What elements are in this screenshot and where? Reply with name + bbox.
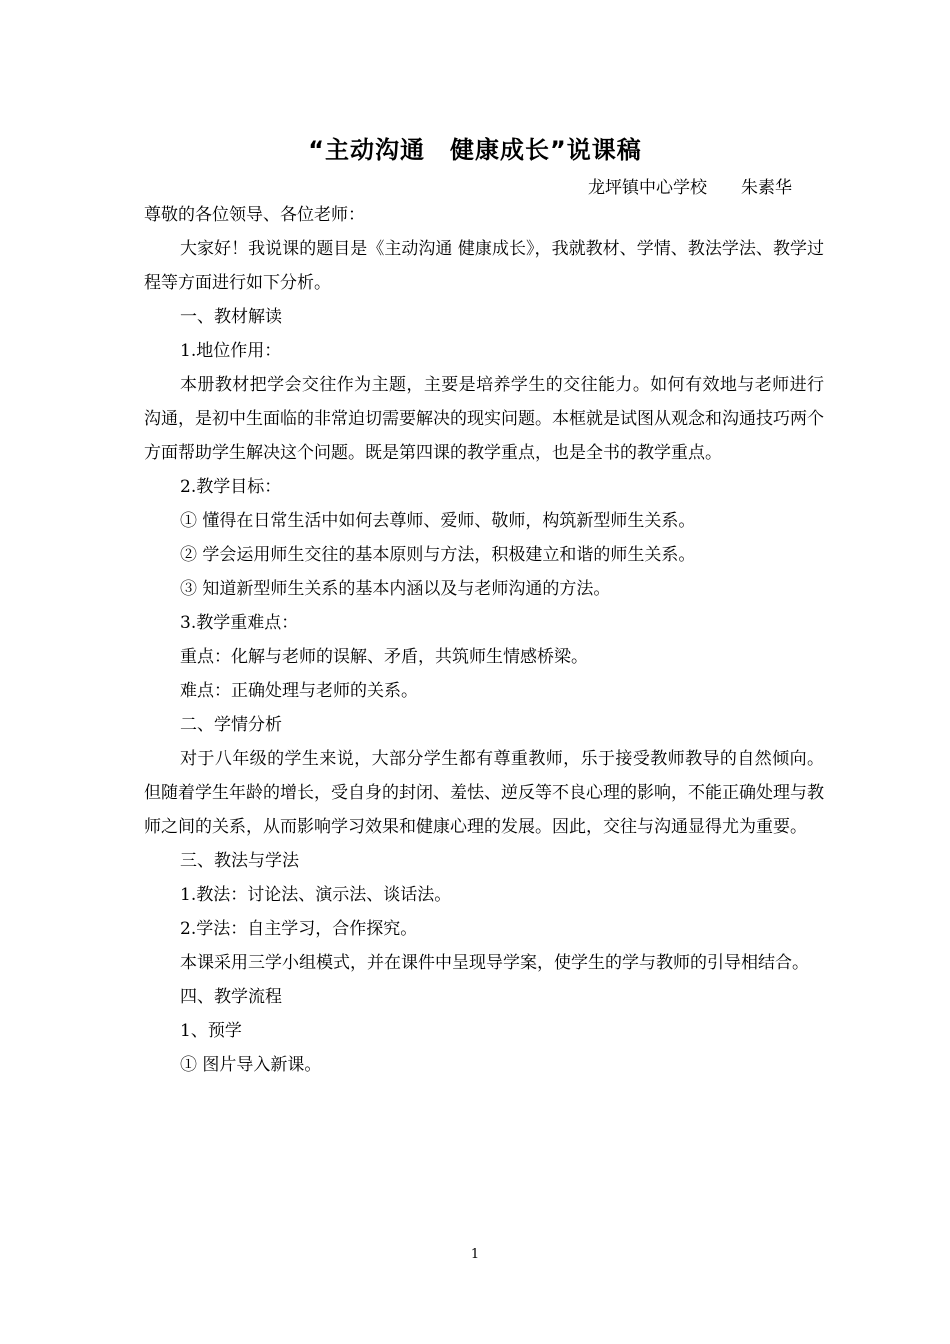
paragraph-students: 对于八年级的学生来说，大部分学生都有尊重教师，乐于接受教师教导的自然倾向。但随着学生年龄的增长，受自身的封闭、羞怯、逆反等不良心理的影响，不能正确处理与教师之间的关系，从而影响学习效果和健康心理的发展。因此，交往与沟通显得尤为重要。 xyxy=(144,749,824,837)
paragraph-role: 本册教材把学会交往作为主题，主要是培养学生的交往能力。如何有效地与老师进行沟通，是初中生面临的非常迫切需要解决的现实问题。本框就是试图从观念和沟通技巧两个方面帮助学生解决这个问题。既是第四课的教学重点，也是全书的教学重点。 xyxy=(144,375,824,463)
salutation: 尊敬的各位领导、各位老师： xyxy=(144,205,365,225)
goal-item-3: ③ 知道新型师生关系的基本内涵以及与老师沟通的方法。 xyxy=(180,579,611,599)
goal-item-1: ① 懂得在日常生活中如何去尊师、爱师、敬师，构筑新型师生关系。 xyxy=(180,511,696,531)
subheading-role: 1.地位作用： xyxy=(180,341,282,361)
subheading-key-points: 3.教学重难点： xyxy=(180,613,299,633)
learning-methods: 2.学法：自主学习，合作探究。 xyxy=(180,919,418,939)
author-line: 龙坪镇中心学校 朱素华 xyxy=(588,178,792,198)
document-body xyxy=(144,198,824,1082)
teaching-methods: 1.教法：讨论法、演示法、谈话法。 xyxy=(180,885,452,905)
document-title: “主动沟通 健康成长”说课稿 xyxy=(308,136,642,164)
difficult-point: 难点：正确处理与老师的关系。 xyxy=(180,681,418,701)
paragraph-intro: 大家好！我说课的题目是《主动沟通 健康成长》，我就教材、学情、教法学法、教学过程等方面进行如下分析。 xyxy=(144,239,824,293)
key-point: 重点：化解与老师的误解、矛盾，共筑师生情感桥梁。 xyxy=(180,647,588,667)
section-heading-process: 四、教学流程 xyxy=(180,987,282,1007)
section-heading-students: 二、学情分析 xyxy=(180,715,282,735)
goal-item-2: ② 学会运用师生交往的基本原则与方法，积极建立和谐的师生关系。 xyxy=(180,545,696,565)
page-number: 1 xyxy=(470,1247,480,1262)
paragraph-group-mode: 本课采用三学小组模式，并在课件中呈现导学案，使学生的学与教师的引导相结合。 xyxy=(180,953,809,973)
section-heading-textbook: 一、教材解读 xyxy=(180,307,282,327)
process-item-1: ① 图片导入新课。 xyxy=(180,1055,322,1075)
section-heading-methods: 三、教法与学法 xyxy=(180,851,299,871)
subheading-goals: 2.教学目标： xyxy=(180,477,282,497)
process-step-preview: 1、预学 xyxy=(180,1021,242,1041)
